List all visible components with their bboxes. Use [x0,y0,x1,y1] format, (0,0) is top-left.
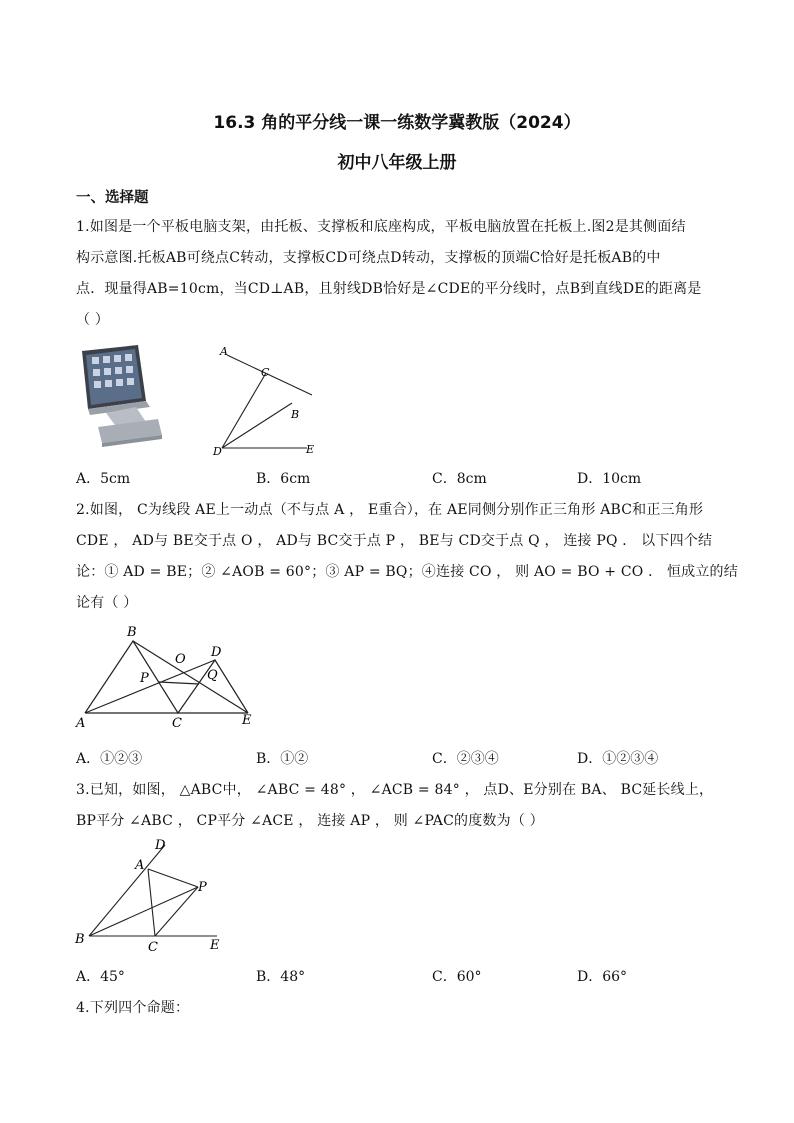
q2-label-q: Q [207,668,218,683]
q1-line-1: 1.如图是一个平板电脑支架，由托板、支撑板和底座构成，平板电脑放置在托板上.图2是其侧面结 [76,219,686,235]
q2-option-c[interactable]: C．②③④ [432,751,499,767]
q1-option-c[interactable]: C．8cm [432,471,487,487]
q3-label-p: P [198,880,207,895]
q3-line-1: 3.已知，如图， △ABC中， ∠ABC = 48° ， ∠ACB = 84° ， 点D、E分别在 BA、 BC延长线上， [76,782,714,798]
q3-label-e: E [210,938,220,953]
q1-label-c: C [261,366,270,379]
q2-option-b[interactable]: B．①② [256,751,309,767]
document-title: 16.3 角的平分线一课一练数学冀教版（2024） [213,113,581,133]
q3-diagram [70,835,230,955]
q4-line-1: 4.下列四个命题： [76,1000,190,1016]
q2-line-1: 2.如图， C为线段 AE上一动点（不与点 A ， E重合），在 AE同侧分别作正三角形 ABC和正三角形 [76,502,704,518]
q2-label-b: B [127,625,137,640]
q2-option-a[interactable]: A．①②③ [76,751,143,767]
q1-label-e: E [306,443,315,456]
q1-option-a[interactable]: A．5cm [76,471,131,487]
document-subtitle: 初中八年级上册 [337,153,457,173]
q2-label-p: P [140,671,149,686]
q1-label-b: B [291,408,300,421]
q2-diagram [70,620,270,740]
q3-option-d[interactable]: D．66° [577,969,628,985]
q3-label-c: C [148,940,158,955]
q1-line-2: 构示意图.托板AB可绕点C转动，支撑板CD可绕点D转动，支撑板的顶端C恰好是托板AB的中 [76,250,661,266]
q1-line-4: （ ） [76,312,110,328]
q2-label-a: A [76,716,86,731]
q1-label-d: D [213,445,222,458]
q3-label-b: B [75,932,85,947]
q2-label-d: D [211,645,222,660]
q3-option-b[interactable]: B．48° [256,969,306,985]
q1-label-a: A [220,345,228,358]
q3-option-c[interactable]: C．60° [432,969,482,985]
q1-option-d[interactable]: D．10cm [577,471,642,487]
tablet-stand-photo [78,343,164,447]
q1-option-b[interactable]: B．6cm [256,471,311,487]
q3-line-2: BP平分 ∠ABC ， CP平分 ∠ACE ， 连接 AP ， 则 ∠PAC的度数为（ ） [76,813,544,829]
section-heading: 一、选择题 [76,190,149,206]
q1-line-3: 点．现量得AB=10cm，当CD⊥AB，且射线DB恰好是∠CDE的平分线时，点B到直线DE的距离是 [76,281,702,297]
q2-line-2: CDE ， AD与 BE交于点 O ， AD与 BC交于点 P ， BE与 CD交于点 Q ， 连接 PQ ． 以下四个结 [76,533,713,549]
q3-option-a[interactable]: A．45° [76,969,125,985]
q2-line-4: 论有（ ） [76,595,138,611]
q2-label-o: O [175,652,186,667]
q1-diagram [205,340,325,460]
q2-label-c: C [172,716,182,731]
q3-label-a: A [135,858,145,873]
q2-option-d[interactable]: D．①②③④ [577,751,659,767]
q2-label-e: E [242,713,252,728]
q2-line-3: 论：① AD = BE；② ∠AOB = 60°；③ AP = BQ；④连接 CO ， 则 AO = BO + CO ． 恒成立的结 [76,564,738,580]
q3-label-d: D [155,838,166,853]
